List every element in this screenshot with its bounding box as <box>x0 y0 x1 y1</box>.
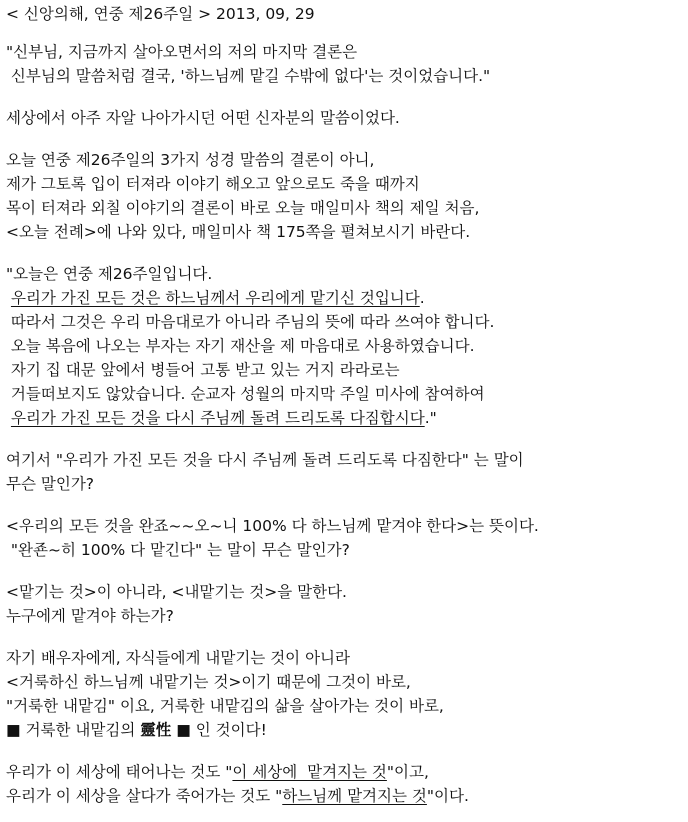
liturgy-line-7: 우리가 가진 모든 것을 다시 주님께 돌려 드리도록 다짐합시다." <box>10 409 437 427</box>
liturgy-line-5: 자기 집 대문 앞에서 병들어 고통 받고 있는 거지 라라로는 <box>6 361 400 379</box>
document-body <box>6 2 684 808</box>
intro-paragraph <box>6 148 684 244</box>
surrender-line-3: "거룩한 내맡김" 이요, 거룩한 내맡김의 삶을 살아가는 것이 바로, <box>6 697 444 715</box>
liturgy-line-4: 오늘 복음에 나오는 부자는 자기 재산을 제 마음대로 사용하였습니다. <box>6 337 475 355</box>
liturgy-line-2: 우리가 가진 모든 것은 하느님께서 우리에게 맡기신 것입니다. <box>10 289 425 307</box>
liturgy-line-1: "오늘은 연중 제26주일입니다. <box>6 265 213 283</box>
meaning-line-2: "완죤~히 100% 다 맡긴다" 는 말이 무슨 말인가? <box>6 541 350 559</box>
intro-line-2: 제가 그토록 입이 터져라 이야기 해오고 앞으로도 죽을 때까지 <box>6 175 420 193</box>
underlined-phrase: 우리가 가진 모든 것을 다시 주님께 돌려 드리도록 다짐합시다 <box>10 409 425 427</box>
liturgy-line-6: 거들떠보지도 않았습니다. 순교자 성월의 마지막 주일 미사에 참여하여 <box>6 385 485 403</box>
surrender-line-1: 자기 배우자에게, 자식들에게 내맡기는 것이 아니라 <box>6 649 350 667</box>
spirituality-hanja: 靈性 <box>140 721 172 739</box>
holy-surrender-paragraph <box>6 646 684 742</box>
post-title: < 신앙의해, 연중 제26주일 > 2013, 09, 29 <box>6 5 315 23</box>
quote-paragraph <box>6 40 684 88</box>
underlined-phrase: 이 세상에 맡겨지는 것 <box>232 763 387 781</box>
quote-line-2: 신부님의 말씀처럼 결국, '하느님께 맡길 수밖에 없다'는 것이었습니다." <box>6 67 491 85</box>
underlined-phrase: 하느님께 맡겨지는 것 <box>282 787 427 805</box>
question-line-2: 무슨 말인가? <box>6 475 95 493</box>
speaker-note: 세상에서 아주 자알 나아가시던 어떤 신자분의 말씀이었다. <box>6 109 400 127</box>
entrust-paragraph <box>6 580 684 628</box>
intro-line-1: 오늘 연중 제26주일의 3가지 성경 말씀의 결론이 아니, <box>6 151 375 169</box>
quote-line-1: "신부님, 지금까지 살아오면서의 저의 마지막 결론은 <box>6 43 358 61</box>
meaning-paragraph <box>6 514 684 562</box>
intro-line-3: 목이 터져라 외칠 이야기의 결론이 바로 오늘 매일미사 책의 제일 처음, <box>6 199 480 217</box>
meaning-line-1: <우리의 모든 것을 완죠~~오~니 100% 다 하느님께 맡겨야 한다>는 뜻이다. <box>6 517 539 535</box>
underlined-phrase: 우리가 가진 모든 것은 하느님께서 우리에게 맡기신 것입니다 <box>10 289 420 307</box>
liturgy-line-3: 따라서 그것은 우리 마음대로가 아니라 주님의 뜻에 따라 쓰여야 합니다. <box>6 313 495 331</box>
intro-line-4: <오늘 전례>에 나와 있다, 매일미사 책 175쪽을 펼쳐보시기 바란다. <box>6 223 471 241</box>
question-paragraph <box>6 448 684 496</box>
conclusion-paragraph <box>6 760 684 808</box>
entrust-line-1: <맡기는 것>이 아니라, <내맡기는 것>을 말한다. <box>6 583 347 601</box>
surrender-line-4: ■ 거룩한 내맡김의 靈性 ■ 인 것이다! <box>6 721 267 739</box>
liturgy-quote-paragraph <box>6 262 684 430</box>
question-line-1: 여기서 "우리가 가진 모든 것을 다시 주님께 돌려 드리도록 다짐한다" 는 말이 <box>6 451 524 469</box>
surrender-line-2: <거룩하신 하느님께 내맡기는 것>이기 때문에 그것이 바로, <box>6 673 411 691</box>
conclusion-line-1: 우리가 이 세상에 태어나는 것도 "이 세상에 맡겨지는 것"이고, <box>6 763 429 781</box>
entrust-line-2: 누구에게 맡겨야 하는가? <box>6 607 174 625</box>
conclusion-line-2: 우리가 이 세상을 살다가 죽어가는 것도 "하느님께 맡겨지는 것"이다. <box>6 787 469 805</box>
